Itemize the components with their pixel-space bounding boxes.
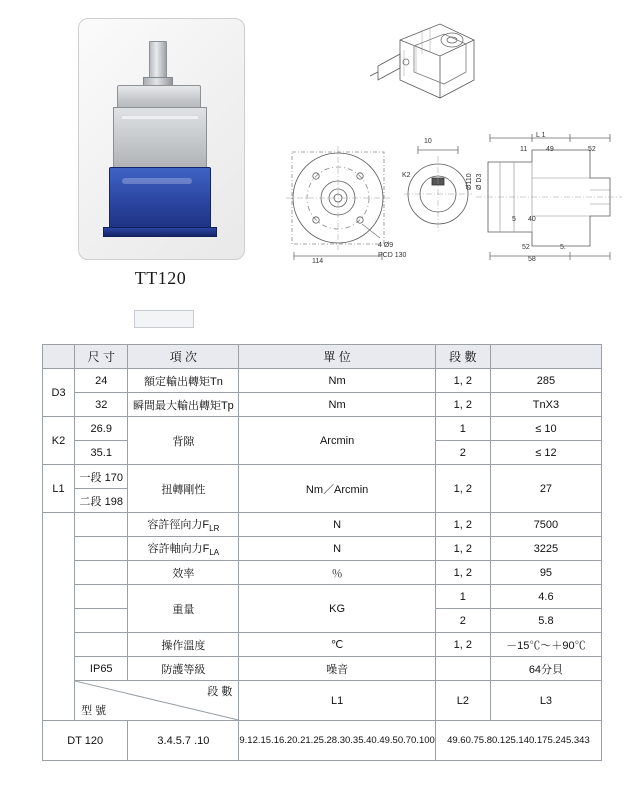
- spec-stage-tp: 1, 2: [435, 393, 490, 417]
- spec-value-axial: 3225: [490, 537, 601, 561]
- spec-item-radial-sub: LR: [209, 524, 220, 534]
- ratio-header-l2: L2: [435, 681, 490, 721]
- ratio-header-l1: L1: [239, 681, 435, 721]
- spec-unit-tp: Nm: [239, 393, 435, 417]
- table-row: [43, 417, 602, 441]
- size-area-empty: [43, 513, 75, 721]
- spec-stage-weight-1: 1: [435, 585, 490, 609]
- dim-sec-58: 58: [528, 256, 536, 263]
- spec-unit-temperature: ℃: [239, 633, 435, 657]
- spec-unit-efficiency: ％: [239, 561, 435, 585]
- table-row: [43, 561, 602, 585]
- dim-side-k2: K2: [402, 172, 411, 179]
- table-row: [43, 513, 602, 537]
- ratio-corner-cell: [75, 681, 239, 721]
- dim-sec-52-top: 52: [588, 146, 596, 153]
- dim-front-width: 114: [312, 258, 324, 265]
- spec-item-protection: 防護等級: [128, 657, 239, 681]
- spec-unit-backlash: Arcmin: [239, 417, 435, 465]
- ratio-header-row: [43, 681, 602, 721]
- spec-value-tn: 285: [490, 369, 601, 393]
- dim-sec-52-bottom: 52: [522, 244, 530, 251]
- spec-stage-backlash-1: 1: [435, 417, 490, 441]
- spec-item-tp: 瞬間最大輸出轉矩Tp: [128, 393, 239, 417]
- spec-value-temperature: －15℃～＋90℃: [490, 633, 601, 657]
- spec-stage-axial: 1, 2: [435, 537, 490, 561]
- ratio-data-row: [43, 721, 602, 761]
- blue-housing: [109, 167, 211, 231]
- blue-housing-base: [103, 227, 217, 237]
- size-value-l1-1: 一段 170: [75, 465, 128, 489]
- aluminium-housing: [113, 107, 207, 171]
- spec-stage-radial: 1, 2: [435, 513, 490, 537]
- spec-item-weight: 重量: [128, 585, 239, 633]
- product-illustration-area: [0, 0, 641, 310]
- dim-sec-49: 49: [546, 146, 554, 153]
- spec-stage-temperature: 1, 2: [435, 633, 490, 657]
- spec-value-efficiency: 95: [490, 561, 601, 585]
- nameplate: [134, 310, 194, 328]
- ratio-corner-top: 段 數: [207, 686, 233, 698]
- th-blank: [43, 345, 75, 369]
- size-value-d3-2: 32: [75, 393, 128, 417]
- spec-unit-rigidity: Nm／Arcmin: [239, 465, 435, 513]
- spec-stage-efficiency: 1, 2: [435, 561, 490, 585]
- table-row: [43, 633, 602, 657]
- section-view-drawing: [470, 120, 630, 265]
- spec-stage-rigidity: 1, 2: [435, 465, 490, 513]
- spec-stage-weight-2: 2: [435, 609, 490, 633]
- size-value-l1-2: 二段 198: [75, 489, 128, 513]
- specification-table-wrap: [42, 344, 602, 761]
- ratio-l3: 49.60.75.80.125.140.175.245.343: [435, 721, 601, 761]
- spec-value-backlash-2: ≤ 12: [490, 441, 601, 465]
- size-area-empty4: [75, 561, 128, 585]
- spec-value-ip: IP65: [75, 657, 128, 681]
- dim-side-d110: Ø110: [466, 173, 473, 190]
- th-item: 項 次: [128, 345, 239, 369]
- dim-sec-40: 40: [528, 216, 536, 223]
- ratio-l2: 9.12.15.16.20.21.25.28.30.35.40.49.50.70.100: [239, 721, 435, 761]
- spec-unit-tn: Nm: [239, 369, 435, 393]
- spec-item-radial-text: 容許徑向力F: [147, 518, 210, 531]
- size-area-empty2: [75, 513, 128, 537]
- spec-item-rigidity: 扭轉剛性: [128, 465, 239, 513]
- size-area-empty7: [75, 633, 128, 657]
- spec-item-axial-text: 容許軸向力F: [147, 542, 210, 555]
- gearbox-illustration: [99, 41, 224, 236]
- spec-item-temperature: 操作溫度: [128, 633, 239, 657]
- spec-stage-backlash-2: 2: [435, 441, 490, 465]
- th-value: [490, 345, 601, 369]
- table-row: [43, 369, 602, 393]
- size-value-k2-2: 35.1: [75, 441, 128, 465]
- product-caption: TT120: [134, 268, 187, 288]
- spec-unit-noise: 噪音: [239, 657, 435, 681]
- size-label-k2: K2: [43, 417, 75, 465]
- table-row: [43, 657, 602, 681]
- dim-sec-5-left: 5: [512, 216, 516, 223]
- size-label-d3: D3: [43, 369, 75, 417]
- spec-value-backlash-1: ≤ 10: [490, 417, 601, 441]
- spec-item-radial: [128, 513, 239, 537]
- spec-unit-axial: N: [239, 537, 435, 561]
- table-row: [43, 585, 602, 609]
- spec-value-rigidity: 27: [490, 465, 601, 513]
- th-unit: 單 位: [239, 345, 435, 369]
- ratio-l1: 3.4.5.7 .10: [128, 721, 239, 761]
- dim-side-d3: Ø D3: [476, 173, 483, 190]
- spec-value-weight-1: 4.6: [490, 585, 601, 609]
- spec-unit-radial: N: [239, 513, 435, 537]
- isometric-drawing: [370, 10, 490, 130]
- shaft-end-view-drawing: [398, 138, 478, 258]
- table-row: [43, 537, 602, 561]
- spec-unit-weight: KG: [239, 585, 435, 633]
- size-value-d3-1: 24: [75, 369, 128, 393]
- spec-value-noise: 64分貝: [490, 657, 601, 681]
- spec-item-tn: 額定輸出轉矩Tn: [128, 369, 239, 393]
- spec-item-axial: [128, 537, 239, 561]
- th-size: 尺 寸: [75, 345, 128, 369]
- spec-value-radial: 7500: [490, 513, 601, 537]
- spec-item-efficiency: 效率: [128, 561, 239, 585]
- ratio-model: DT 120: [43, 721, 128, 761]
- ratio-corner-bottom: 型 號: [81, 705, 107, 717]
- dim-sec-11: 11: [520, 146, 528, 153]
- table-row: [43, 393, 602, 417]
- spec-stage-tn: 1, 2: [435, 369, 490, 393]
- specification-table: [42, 344, 602, 761]
- dim-sec-5-right: 5.: [560, 244, 566, 251]
- spec-value-weight-2: 5.8: [490, 609, 601, 633]
- spec-stage-noise: [435, 657, 490, 681]
- size-area-empty5: [75, 585, 128, 609]
- table-header-row: [43, 345, 602, 369]
- product-photo-panel: [78, 18, 245, 260]
- size-area-empty6: [75, 609, 128, 633]
- dim-front-pcd: PCD 130: [378, 252, 407, 259]
- spec-item-axial-sub: LA: [209, 548, 220, 558]
- dim-sec-l1: L 1: [536, 132, 546, 139]
- ratio-header-l3: L3: [490, 681, 601, 721]
- dim-front-bolt: 4 Ø9: [378, 242, 394, 249]
- size-area-empty3: [75, 537, 128, 561]
- th-stage: 段 數: [435, 345, 490, 369]
- table-row: [43, 465, 602, 489]
- size-label-l1: L1: [43, 465, 75, 513]
- spec-value-tp: TnX3: [490, 393, 601, 417]
- dim-side-top: 10: [424, 138, 432, 145]
- size-value-k2-1: 26.9: [75, 417, 128, 441]
- spec-item-backlash: 背隙: [128, 417, 239, 465]
